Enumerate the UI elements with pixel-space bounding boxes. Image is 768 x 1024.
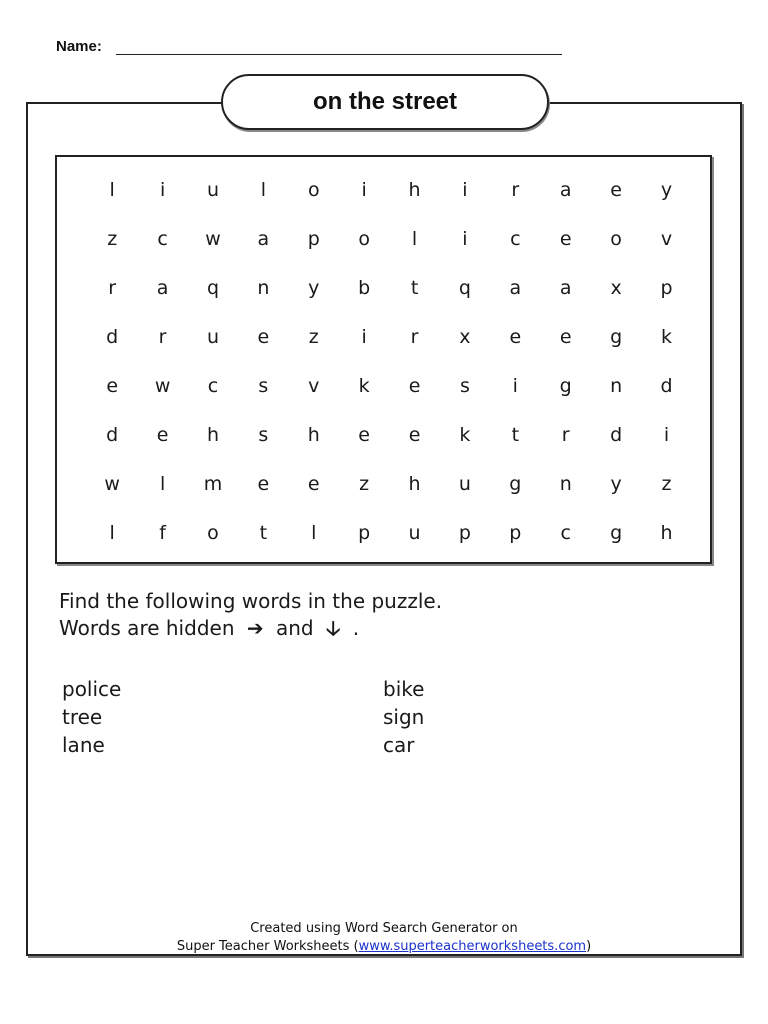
- footer-prefix: Super Teacher Worksheets (: [176, 939, 359, 954]
- grid-cell[interactable]: q: [206, 276, 219, 299]
- grid-cell[interactable]: n: [257, 276, 270, 299]
- grid-cell[interactable]: d: [106, 423, 119, 446]
- grid-cell[interactable]: l: [109, 178, 115, 201]
- grid-cell[interactable]: r: [511, 178, 520, 201]
- grid-cell[interactable]: a: [559, 178, 572, 201]
- grid-cell[interactable]: c: [157, 227, 168, 250]
- grid-cell[interactable]: g: [559, 374, 572, 397]
- grid-cell[interactable]: e: [307, 472, 320, 495]
- instructions-line-1: Find the following words in the puzzle.: [59, 589, 443, 613]
- word-list-item: sign: [383, 705, 425, 729]
- instructions-line-2: [59, 615, 442, 642]
- grid-cell[interactable]: n: [610, 374, 623, 397]
- grid-cell[interactable]: e: [358, 423, 370, 446]
- name-field: [56, 38, 562, 60]
- grid-cell[interactable]: i: [462, 227, 468, 250]
- grid-cell[interactable]: i: [361, 325, 367, 348]
- grid-cell[interactable]: l: [109, 521, 115, 544]
- grid-cell[interactable]: a: [156, 276, 169, 299]
- grid-cell[interactable]: g: [610, 521, 623, 544]
- grid-cell[interactable]: o: [207, 521, 219, 544]
- grid-cell[interactable]: r: [410, 325, 419, 348]
- word-list-item: car: [383, 733, 415, 757]
- grid-cell[interactable]: e: [106, 374, 119, 397]
- grid-cell[interactable]: p: [307, 227, 320, 250]
- grid-cell[interactable]: l: [311, 521, 317, 544]
- grid-cell[interactable]: r: [108, 276, 117, 299]
- grid-cell[interactable]: i: [663, 423, 670, 446]
- title-text: on the street: [312, 88, 458, 115]
- grid-cell[interactable]: w: [205, 227, 221, 250]
- word-list-item: tree: [62, 705, 103, 729]
- word-list-item: lane: [62, 733, 105, 757]
- grid-cell[interactable]: k: [660, 325, 672, 348]
- instructions: [59, 588, 442, 642]
- grid-cell[interactable]: e: [156, 423, 169, 446]
- grid-cell[interactable]: u: [408, 521, 421, 544]
- grid-cell[interactable]: z: [308, 325, 319, 348]
- grid-cell[interactable]: o: [307, 178, 320, 201]
- grid-cell[interactable]: d: [660, 374, 673, 397]
- grid-cell[interactable]: p: [458, 521, 471, 544]
- grid-cell[interactable]: s: [258, 374, 269, 397]
- grid-cell[interactable]: u: [458, 472, 471, 495]
- grid-cell[interactable]: p: [358, 521, 371, 544]
- grid-cell[interactable]: d: [106, 325, 119, 348]
- grid-cell[interactable]: y: [660, 178, 673, 201]
- grid-cell[interactable]: e: [559, 227, 572, 250]
- grid-cell[interactable]: c: [560, 521, 571, 544]
- grid-cell[interactable]: o: [610, 227, 622, 250]
- grid-cell[interactable]: i: [159, 178, 166, 201]
- name-label: Name:: [56, 38, 102, 55]
- grid-cell[interactable]: l: [260, 178, 266, 201]
- grid-cell[interactable]: h: [660, 521, 673, 544]
- grid-cell[interactable]: y: [308, 276, 320, 299]
- grid-cell[interactable]: z: [107, 227, 118, 250]
- worksheet-title: [221, 74, 549, 130]
- word-search-grid-box: [55, 155, 712, 564]
- footer-link[interactable]: www.superteacherworksheets.com: [358, 939, 587, 954]
- grid-cell[interactable]: k: [358, 374, 370, 397]
- grid-cell[interactable]: g: [610, 325, 623, 348]
- grid-cell[interactable]: h: [206, 423, 219, 446]
- grid-cell[interactable]: w: [104, 472, 120, 495]
- footer: [0, 920, 768, 956]
- grid-cell[interactable]: p: [509, 521, 522, 544]
- grid-cell[interactable]: k: [459, 423, 471, 446]
- grid-cell[interactable]: y: [610, 472, 622, 495]
- footer-line-2: [0, 938, 768, 956]
- grid-cell[interactable]: e: [257, 325, 270, 348]
- grid-cell[interactable]: l: [159, 472, 166, 495]
- grid-cell[interactable]: v: [660, 227, 673, 250]
- word-list-item: police: [62, 677, 122, 701]
- instructions-prefix: Words are hidden: [59, 616, 235, 640]
- grid-cell[interactable]: e: [408, 374, 421, 397]
- arrow-down-icon: 🡣: [325, 616, 341, 640]
- grid-cell[interactable]: r: [158, 325, 167, 348]
- grid-cell[interactable]: i: [361, 178, 367, 201]
- arrow-right-icon: ➔: [246, 616, 264, 640]
- grid-cell[interactable]: d: [610, 423, 623, 446]
- grid-cell[interactable]: l: [411, 227, 418, 250]
- footer-line-1: Created using Word Search Generator on: [250, 921, 518, 936]
- grid-cell[interactable]: h: [307, 423, 320, 446]
- grid-cell[interactable]: a: [257, 227, 270, 250]
- grid-cell[interactable]: n: [559, 472, 572, 495]
- grid-cell[interactable]: f: [159, 521, 166, 544]
- grid-cell[interactable]: a: [509, 276, 522, 299]
- grid-cell[interactable]: o: [358, 227, 370, 250]
- grid-cell[interactable]: v: [308, 374, 320, 397]
- grid-cell[interactable]: e: [509, 325, 522, 348]
- grid-cell[interactable]: z: [661, 472, 672, 495]
- grid-cell[interactable]: s: [459, 374, 470, 397]
- word-list: [62, 677, 542, 761]
- grid-cell[interactable]: p: [660, 276, 673, 299]
- grid-cell[interactable]: u: [206, 325, 219, 348]
- grid-cell[interactable]: w: [154, 374, 171, 397]
- grid-cell[interactable]: i: [462, 178, 468, 201]
- grid-cell[interactable]: s: [258, 423, 269, 446]
- grid-cell[interactable]: e: [408, 423, 421, 446]
- grid-cell[interactable]: e: [610, 178, 622, 201]
- grid-cell[interactable]: x: [610, 276, 622, 299]
- grid-cell[interactable]: t: [259, 521, 268, 544]
- grid-cell[interactable]: c: [207, 374, 219, 397]
- grid-cell[interactable]: h: [408, 178, 421, 201]
- name-line[interactable]: [116, 54, 562, 55]
- instructions-suffix: .: [352, 616, 360, 640]
- grid-cell[interactable]: t: [410, 276, 419, 299]
- grid-cell[interactable]: i: [512, 374, 518, 397]
- grid-cell[interactable]: r: [561, 423, 570, 446]
- grid-cell[interactable]: e: [559, 325, 572, 348]
- grid-cell[interactable]: z: [359, 472, 370, 495]
- word-search-grid: [87, 165, 692, 557]
- grid-cell[interactable]: x: [459, 325, 471, 348]
- grid-cell[interactable]: h: [408, 472, 421, 495]
- grid-cell[interactable]: g: [509, 472, 522, 495]
- grid-cell[interactable]: q: [458, 276, 471, 299]
- grid-cell[interactable]: m: [203, 472, 223, 495]
- grid-cell[interactable]: a: [559, 276, 572, 299]
- word-list-item: bike: [383, 677, 425, 701]
- grid-cell[interactable]: u: [206, 178, 219, 201]
- footer-suffix: ): [586, 939, 592, 954]
- grid-cell[interactable]: c: [510, 227, 521, 250]
- grid-cell[interactable]: e: [257, 472, 270, 495]
- instructions-and: and: [275, 616, 314, 640]
- grid-cell[interactable]: b: [358, 276, 371, 299]
- grid-cell[interactable]: t: [511, 423, 520, 446]
